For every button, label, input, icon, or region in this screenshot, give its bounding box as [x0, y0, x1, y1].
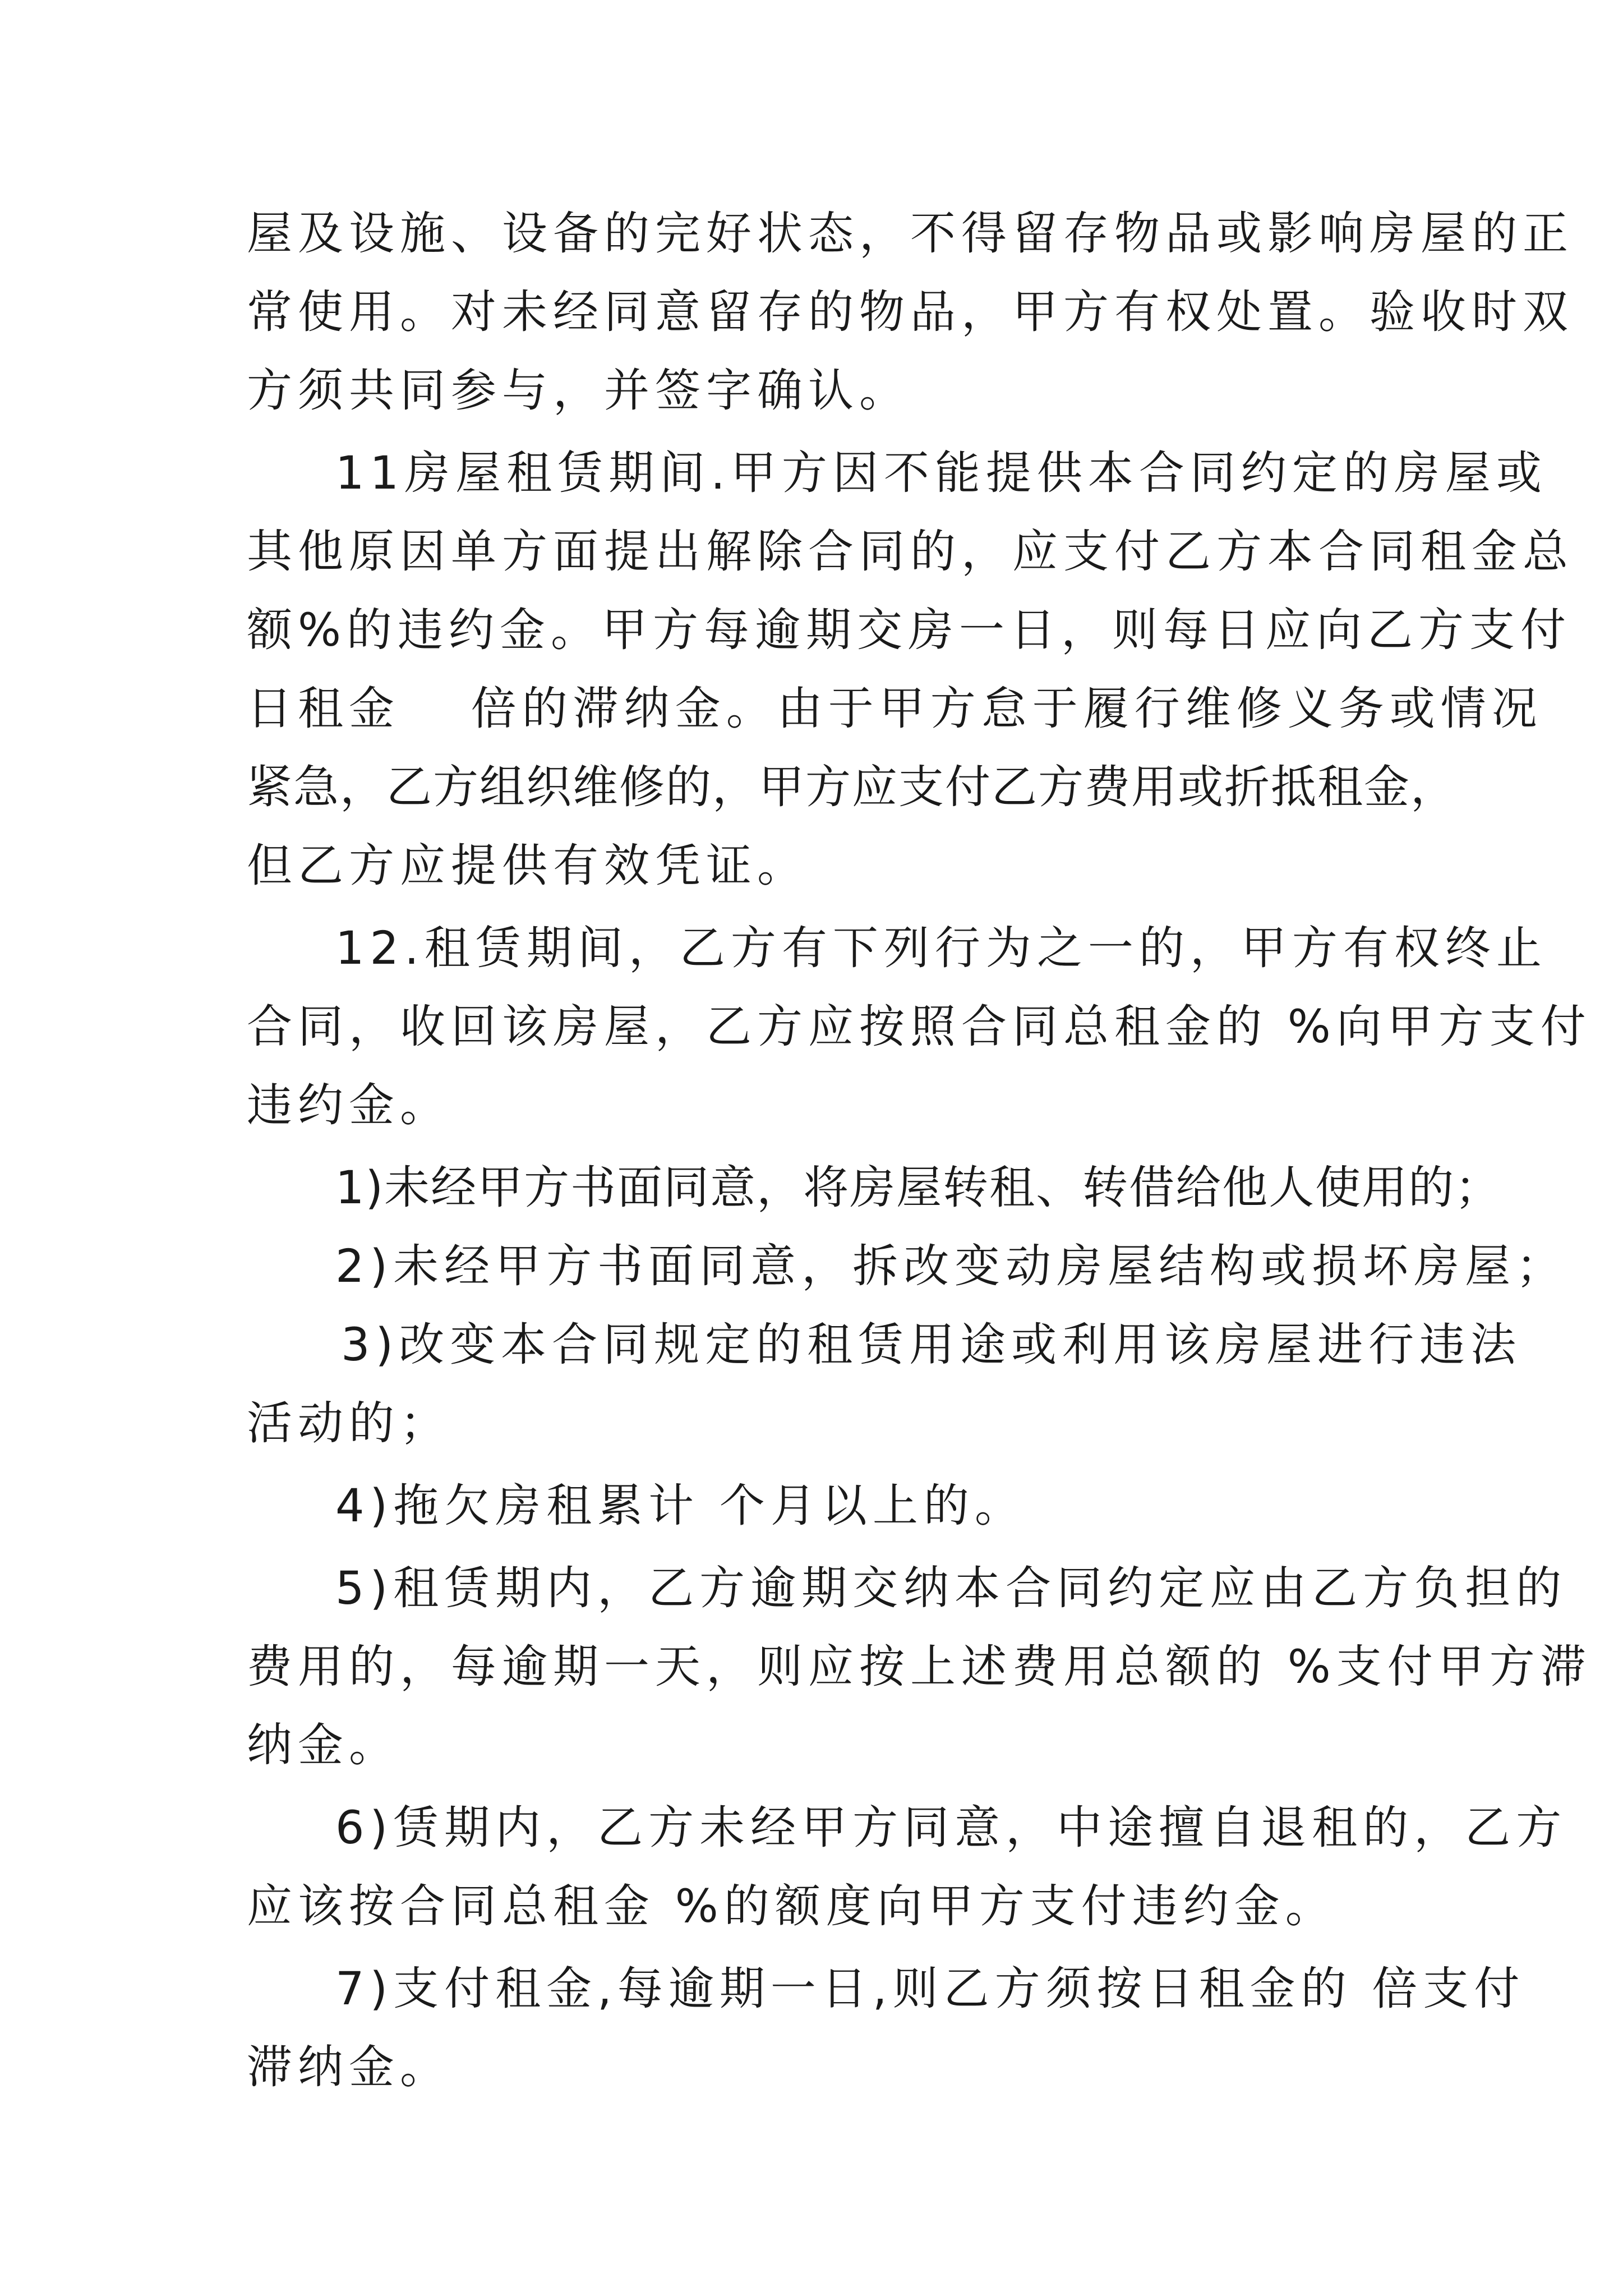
- text-line: 合同，收回该房屋，乙方应按照合同总租金的 %向甲方支付: [247, 1001, 1592, 1053]
- text-line: 6)赁期内，乙方未经甲方同意，中途擅自退租的，乙方: [335, 1802, 1567, 1855]
- text-line: 额%的违约金。甲方每逾期交房一日，则每日应向乙方支付: [247, 604, 1571, 657]
- text-line: 11房屋租赁期间.甲方因不能提供本合同约定的房屋或: [335, 447, 1547, 500]
- text-line: 滞纳金。: [247, 2041, 451, 2094]
- text-line: 3)改变本合同规定的租赁用途或利用该房屋进行违法: [341, 1319, 1522, 1372]
- text-line: 活动的；: [247, 1397, 451, 1450]
- text-line: 2)未经甲方书面同意，拆改变动房屋结构或损坏房屋；: [335, 1240, 1567, 1293]
- text-line: 1)未经甲方书面同意，将房屋转租、转借给他人使用的；: [335, 1162, 1502, 1214]
- text-line: 屋及设施、设备的完好状态，不得留存物品或影响房屋的正: [247, 208, 1574, 260]
- text-line: 其他原因单方面提出解除合同的，应支付乙方本合同租金总: [247, 526, 1574, 578]
- text-line: 应该按合同总租金 %的额度向甲方支付违约金。: [247, 1880, 1336, 1933]
- text-line: 12.租赁期间，乙方有下列行为之一的，甲方有权终止: [335, 922, 1547, 975]
- text-line: 7)支付租金,每逾期一日,则乙方须按日租金的 倍支付: [335, 1963, 1525, 2016]
- text-line: 紧急，乙方组织维修的，甲方应支付乙方费用或折抵租金，: [247, 761, 1458, 814]
- text-line: 但乙方应提供有效凭证。: [247, 840, 809, 892]
- text-line: 费用的，每逾期一天，则应按上述费用总额的 %支付甲方滞: [247, 1641, 1592, 1694]
- text-line: 方须共同参与，并签字确认。: [247, 365, 911, 417]
- text-line: 违约金。: [247, 1079, 451, 1132]
- text-line: 纳金。: [247, 1719, 400, 1772]
- text-line: 5)租赁期内，乙方逾期交纳本合同约定应由乙方负担的: [335, 1562, 1567, 1615]
- text-line: 常使用。对未经同意留存的物品，甲方有权处置。验收时双: [247, 286, 1574, 339]
- text-line: 日租金 倍的滞纳金。由于甲方怠于履行维修义务或情况: [247, 683, 1543, 735]
- text-line: 4)拖欠房租累计 个月以上的。: [335, 1480, 1026, 1533]
